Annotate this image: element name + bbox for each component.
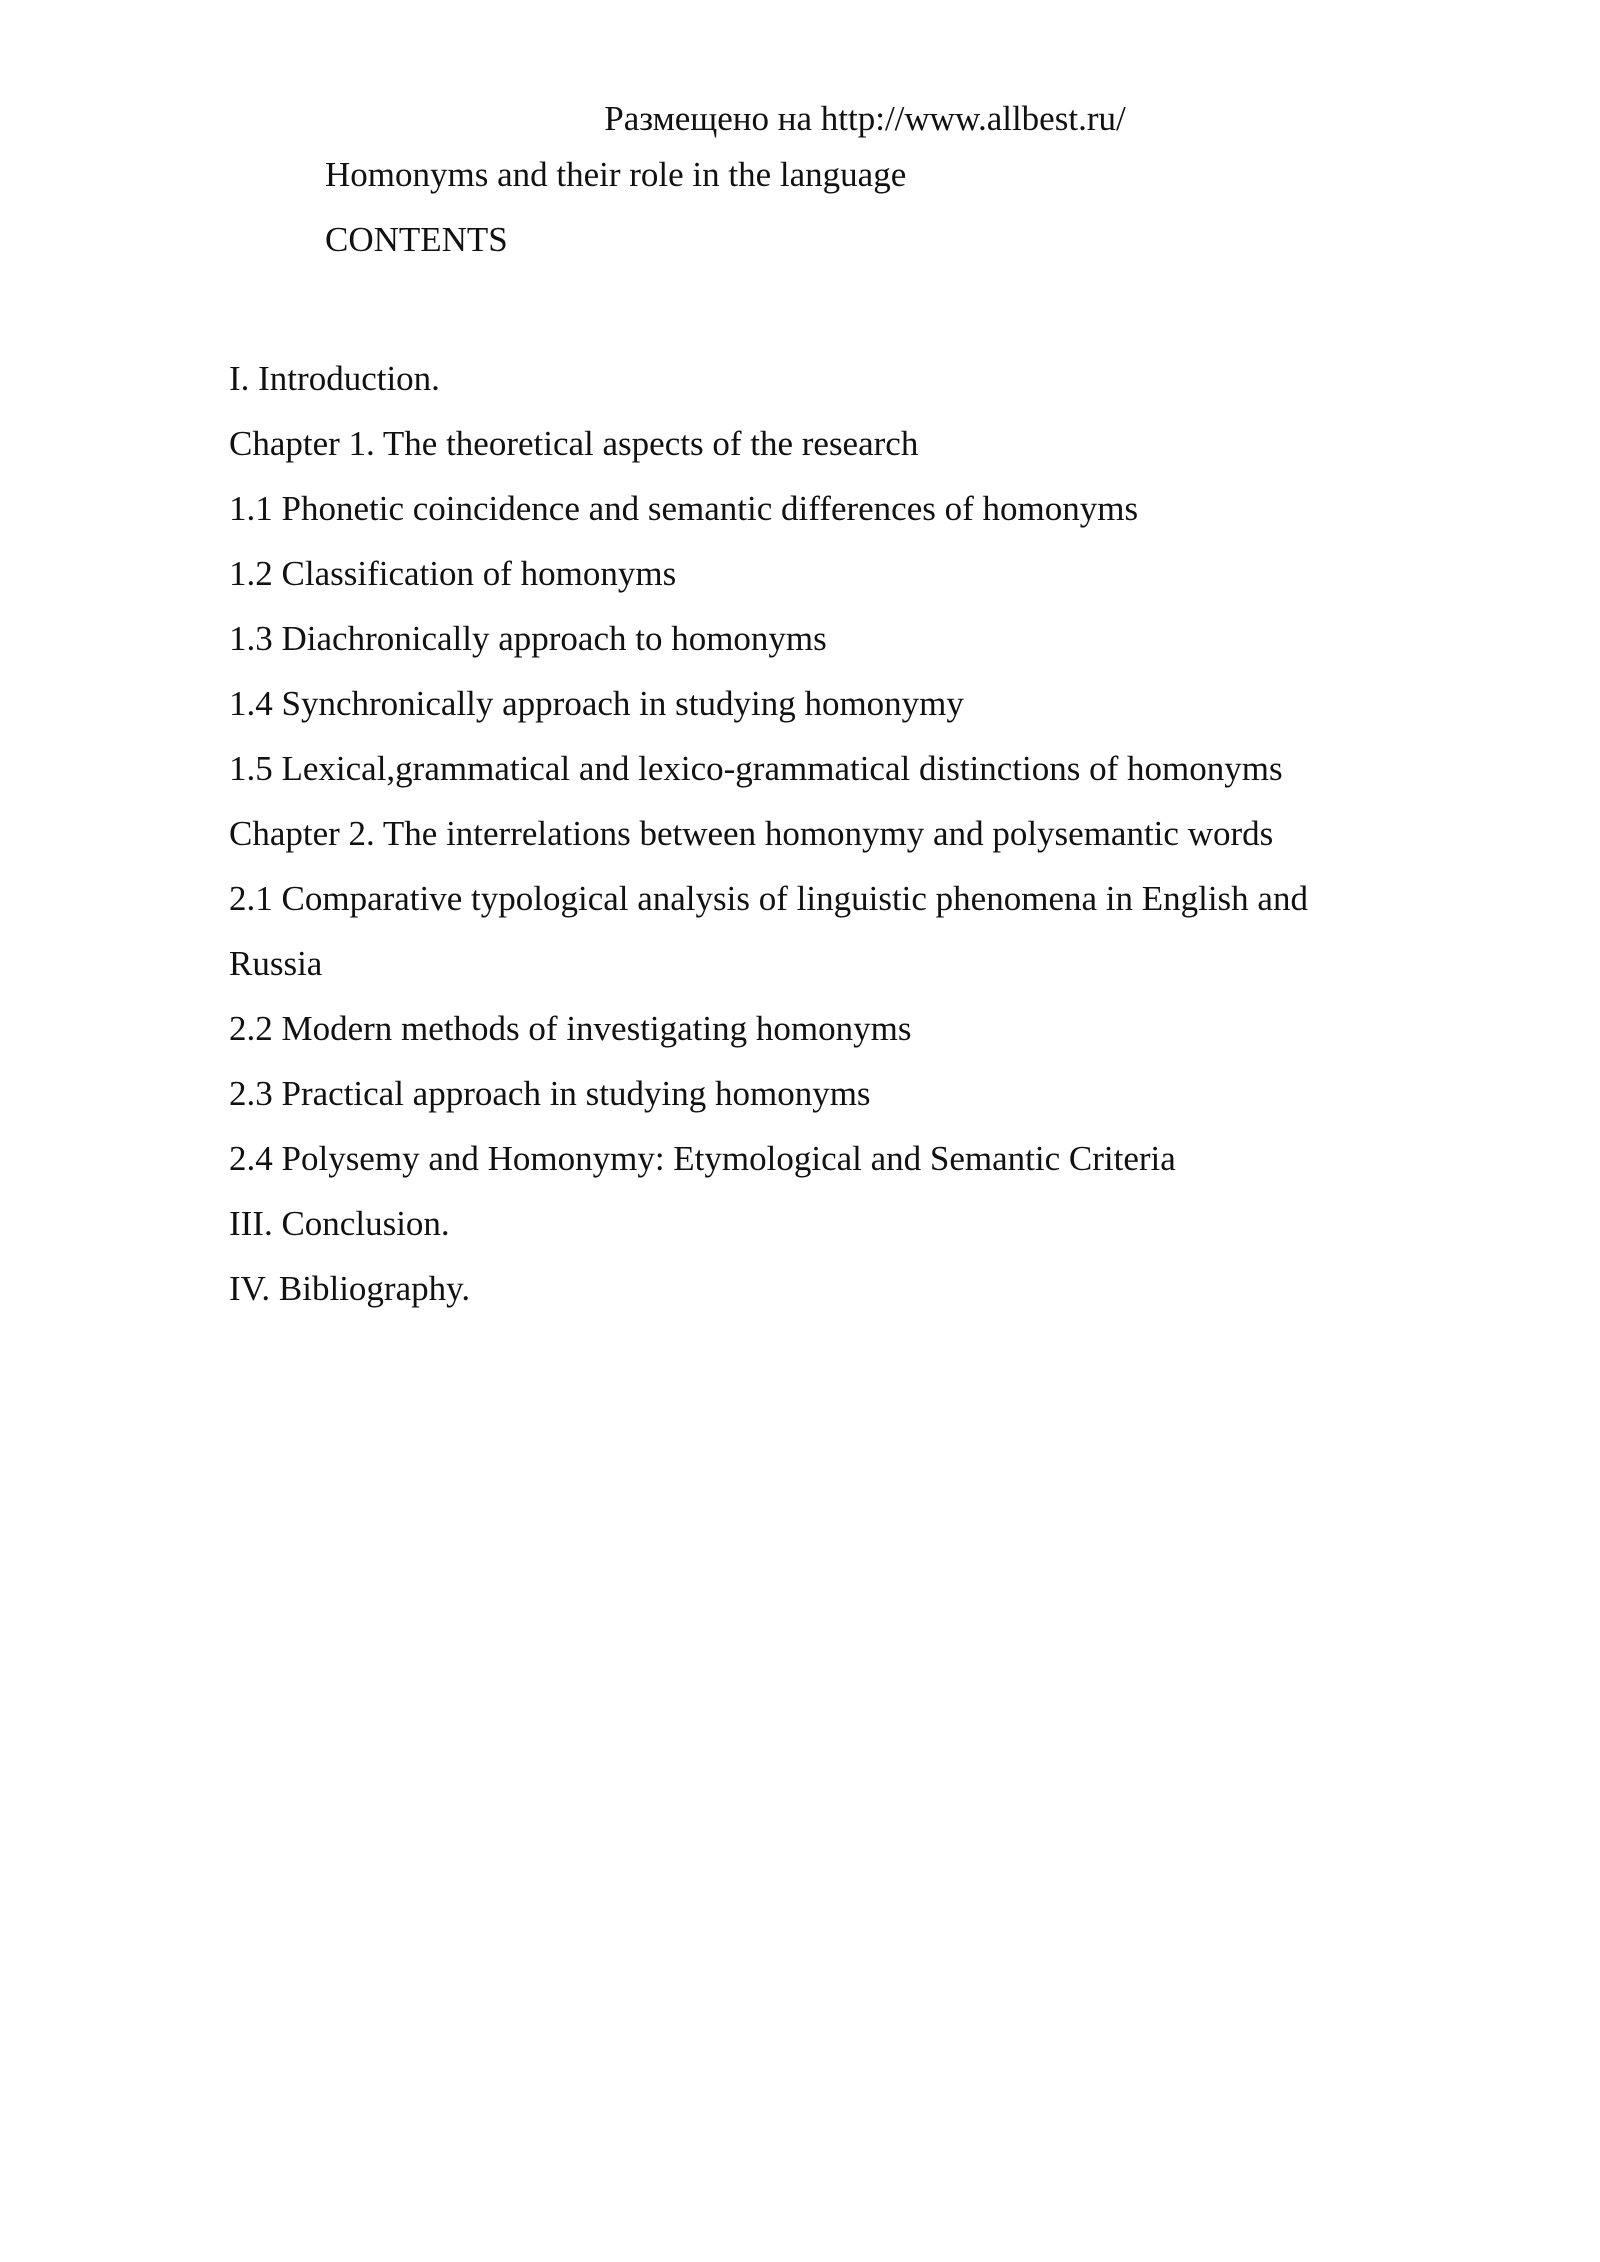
toc-entry-2-4: 2.4 Polysemy and Homonymy: Etymological and Semantic Criteria bbox=[229, 1139, 1176, 1178]
contents-heading: CONTENTS bbox=[325, 220, 508, 259]
toc-entry-conclusion: III. Conclusion. bbox=[229, 1204, 450, 1243]
toc-entry-introduction: I. Introduction. bbox=[229, 359, 440, 398]
toc-entry-chapter-1: Chapter 1. The theoretical aspects of the research bbox=[229, 424, 919, 463]
source-header: Размещено на http://www.allbest.ru/ bbox=[604, 99, 1126, 138]
toc-entry-1-3: 1.3 Diachronically approach to homonyms bbox=[229, 619, 827, 658]
toc-entry-1-1: 1.1 Phonetic coincidence and semantic differences of homonyms bbox=[229, 489, 1139, 528]
toc-entry-1-2: 1.2 Classification of homonyms bbox=[229, 554, 677, 593]
toc-entry-bibliography: IV. Bibliography. bbox=[229, 1269, 471, 1308]
toc-entry-2-2: 2.2 Modern methods of investigating homonyms bbox=[229, 1009, 912, 1048]
toc-entry-2-3: 2.3 Practical approach in studying homonyms bbox=[229, 1074, 871, 1113]
toc-entry-chapter-2: Chapter 2. The interrelations between homonymy and polysemantic words bbox=[229, 814, 1274, 853]
toc-entry-1-4: 1.4 Synchronically approach in studying homonymy bbox=[229, 684, 964, 723]
toc-entry-2-1: 2.1 Comparative typological analysis of linguistic phenomena in English and Russia bbox=[229, 879, 1308, 983]
table-of-contents bbox=[229, 346, 1409, 1321]
document-title: Homonyms and their role in the language bbox=[325, 155, 907, 194]
toc-entry-1-5: 1.5 Lexical,grammatical and lexico-grammatical distinctions of homonyms bbox=[229, 749, 1283, 788]
